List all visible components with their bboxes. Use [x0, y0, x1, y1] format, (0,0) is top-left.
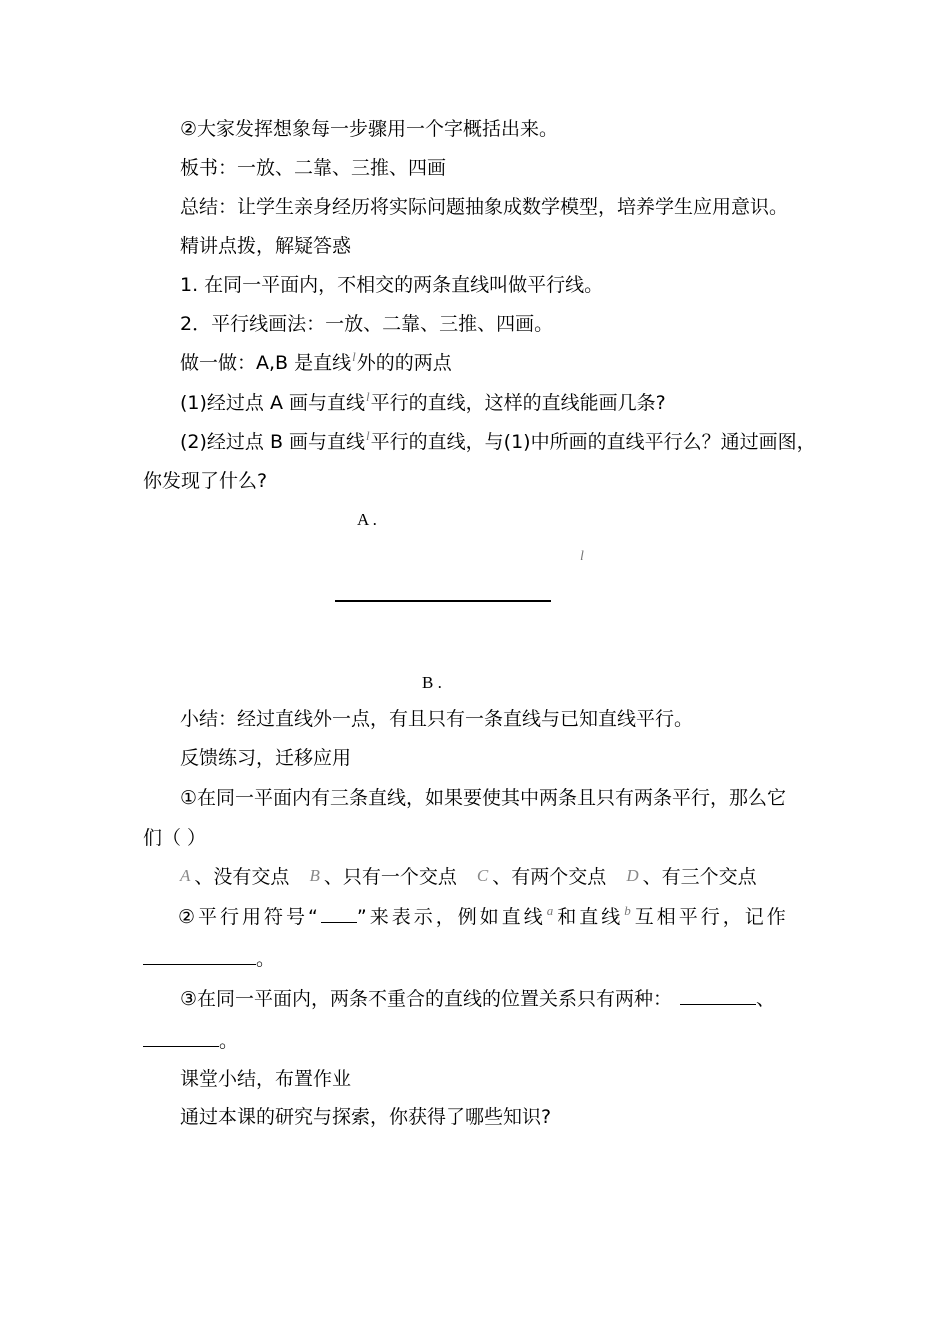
option-label: C [476, 866, 489, 885]
exercise-1-options [180, 866, 757, 889]
section-heading-summary: 课堂小结，布置作业 [180, 1068, 352, 1090]
question-2-continued: 你发现了什么? [143, 470, 268, 492]
exercise-2-line [178, 903, 789, 930]
option-text: 、有两个交点 [492, 866, 607, 888]
option-d [626, 866, 756, 889]
var-b-symbol: b [624, 903, 634, 918]
exercise-3-text: ③在同一平面内，两条不重合的直线的位置关系只有两种： [180, 988, 673, 1010]
exercise-2-text: ②平行用符号“ [178, 906, 321, 928]
line-l-symbol: l [366, 389, 370, 404]
exercise-1-line: ①在同一平面内有三条直线，如果要使其中两条且只有两条平行，那么它 [180, 787, 787, 809]
option-text: 、没有交点 [194, 866, 290, 888]
relation-answer-blank-1[interactable] [680, 988, 756, 1005]
symbol-answer-blank[interactable] [321, 906, 357, 923]
exercise-3-continued [143, 1030, 238, 1052]
activity-intro-text: 做一做：A,B 是直线 [180, 352, 352, 374]
board-writing-line: 板书：一放、二靠、三推、四画 [180, 157, 447, 179]
question-1-text-2: 平行的直线，这样的直线能画几条? [370, 392, 666, 414]
exercise-2-text-4: 互相平行，记作 [634, 906, 789, 928]
line-l [335, 600, 551, 602]
option-text: 、有三个交点 [642, 866, 757, 888]
relation-answer-blank-2[interactable] [143, 1030, 219, 1047]
activity-intro-line [180, 349, 452, 376]
option-a [180, 866, 289, 889]
question-2-line [180, 428, 816, 455]
exercise-2-text-3: 和直线 [557, 906, 624, 928]
var-a-symbol: a [546, 903, 557, 918]
question-1-line [180, 389, 666, 416]
option-label: A [180, 866, 191, 885]
section-heading-explain: 精讲点拨，解疑答惑 [180, 235, 352, 257]
definition-line: 1. 在同一平面内，不相交的两条直线叫做平行线。 [180, 274, 604, 296]
line-l-symbol: l [366, 428, 370, 443]
option-b [309, 866, 456, 889]
exercise-3-line [180, 988, 775, 1010]
line-l-label: l [580, 549, 584, 564]
exercise-1-continued: 们（ ） [143, 827, 207, 849]
point-a-label: A . [357, 510, 377, 529]
option-label: D [626, 866, 639, 885]
period: 。 [256, 948, 276, 970]
question-2-text: (2)经过点 B 画与直线 [180, 431, 366, 453]
period: 。 [219, 1030, 239, 1052]
conclusion-line: 总结：让学生亲身经历将实际问题抽象成数学模型，培养学生应用意识。 [180, 196, 789, 218]
option-c [477, 866, 606, 889]
reflection-question-line: 通过本课的研究与探索，你获得了哪些知识? [180, 1106, 552, 1128]
section-heading-practice: 反馈练习，迁移应用 [180, 747, 352, 769]
exercise-2-text-2: ”来表示，例如直线 [356, 906, 546, 928]
drawing-method-line: 2．平行线画法：一放、二靠、三推、四画。 [180, 313, 554, 335]
separator: 、 [756, 988, 776, 1010]
option-text: 、只有一个交点 [323, 866, 457, 888]
exercise-2-continued [143, 948, 275, 970]
notation-answer-blank[interactable] [143, 948, 256, 965]
step-summary-line: ②大家发挥想象每一步骤用一个字概括出来。 [180, 118, 559, 140]
line-l-symbol: l [352, 349, 356, 364]
question-2-text-2: 平行的直线，与(1)中所画的直线平行么？通过画图， [370, 431, 816, 453]
question-1-text: (1)经过点 A 画与直线 [180, 392, 365, 414]
summary-line: 小结：经过直线外一点，有且只有一条直线与已知直线平行。 [180, 708, 694, 730]
option-label: B [309, 866, 320, 885]
activity-intro-text-2: 外的的两点 [356, 352, 452, 374]
point-b-label: B . [422, 673, 442, 692]
